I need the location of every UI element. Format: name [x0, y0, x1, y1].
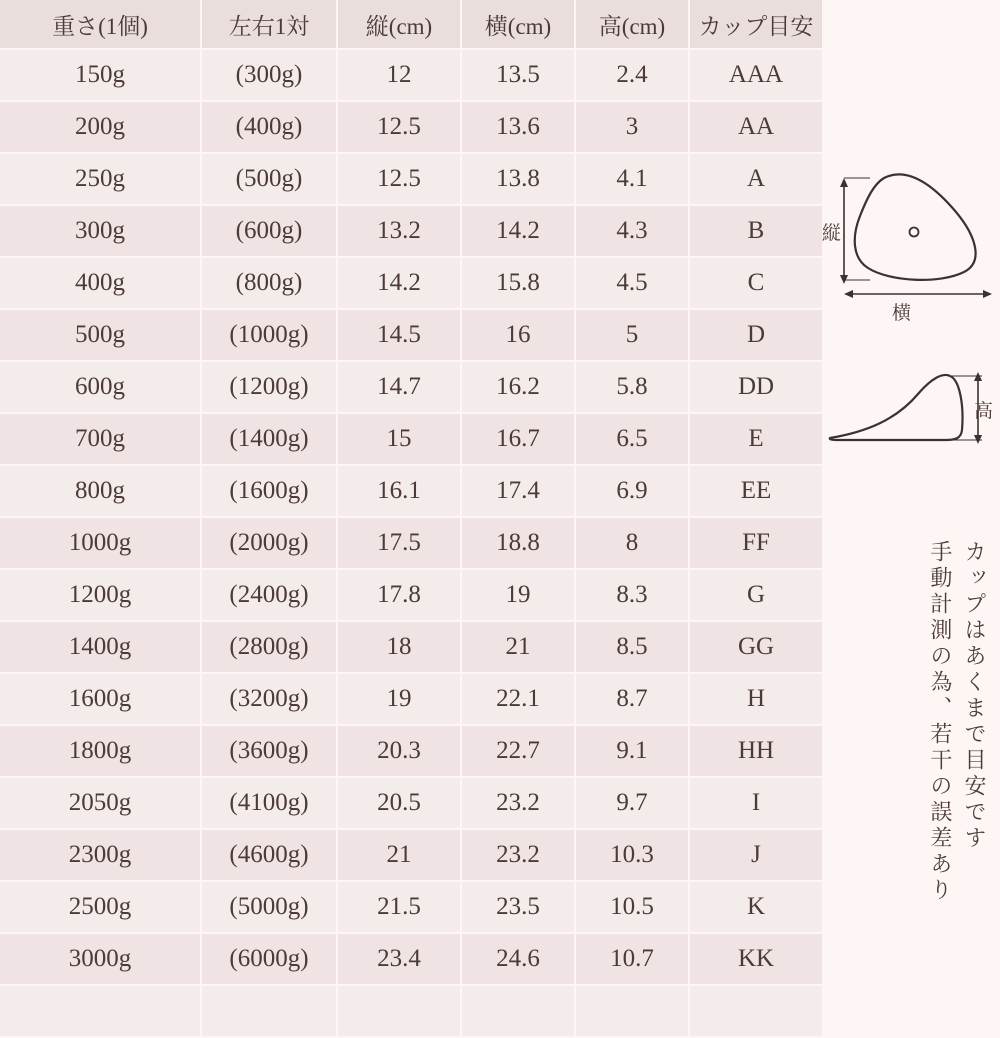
arrow-right-icon [983, 290, 992, 298]
cell-cup-size: C [689, 257, 823, 309]
cell-weight-single: 300g [0, 205, 201, 257]
cell-weight-pair: (400g) [201, 101, 337, 153]
cell-weight-single: 150g [0, 49, 201, 101]
cell-length: 12.5 [337, 153, 461, 205]
cell-weight-pair: (1600g) [201, 465, 337, 517]
cell-height: 8.5 [575, 621, 689, 673]
table-row [0, 985, 823, 1037]
cell-cup-size: DD [689, 361, 823, 413]
label-horizontal-dimension: 横 [892, 303, 912, 324]
arrow-up-icon [840, 178, 848, 187]
table-head [0, 0, 823, 49]
cell-weight-single: 600g [0, 361, 201, 413]
cell-width: 22.7 [461, 725, 575, 777]
cell-cup-size: GG [689, 621, 823, 673]
table-row [0, 361, 823, 413]
table-row [0, 621, 823, 673]
cell-width: 22.1 [461, 673, 575, 725]
table-row [0, 569, 823, 621]
cell-weight-single: 1200g [0, 569, 201, 621]
cell-height: 9.7 [575, 777, 689, 829]
column-header-height: 高(cm) [575, 0, 689, 49]
cell-cup-size: AA [689, 101, 823, 153]
cell-width: 19 [461, 569, 575, 621]
cell-weight-single: 700g [0, 413, 201, 465]
cell-width: 16.7 [461, 413, 575, 465]
cell-height: 4.3 [575, 205, 689, 257]
cell-weight-pair: (3200g) [201, 673, 337, 725]
cell-height: 10.5 [575, 881, 689, 933]
cell-width: 16.2 [461, 361, 575, 413]
label-vertical-dimension: 縦 [822, 223, 842, 244]
label-height-dimension: 高 [974, 401, 994, 422]
cell-length: 20.3 [337, 725, 461, 777]
cell-weight-pair: (1400g) [201, 413, 337, 465]
table-row [0, 101, 823, 153]
table-row [0, 413, 823, 465]
cell-weight-single: 2050g [0, 777, 201, 829]
cell-cup-size: HH [689, 725, 823, 777]
cell-cup-size [689, 985, 823, 1037]
cell-weight-single: 500g [0, 309, 201, 361]
table-row [0, 465, 823, 517]
table-row [0, 725, 823, 777]
table-row [0, 257, 823, 309]
cell-width: 24.6 [461, 933, 575, 985]
cell-height: 6.9 [575, 465, 689, 517]
cell-length: 14.2 [337, 257, 461, 309]
cell-weight-pair: (4600g) [201, 829, 337, 881]
table-row [0, 309, 823, 361]
cell-length: 12.5 [337, 101, 461, 153]
cell-width [461, 985, 575, 1037]
cell-height: 5.8 [575, 361, 689, 413]
cell-weight-single: 3000g [0, 933, 201, 985]
note-line-1: カップはあくまで目安です [962, 540, 987, 852]
table-body [0, 49, 823, 1037]
cell-length: 16.1 [337, 465, 461, 517]
cell-length: 21.5 [337, 881, 461, 933]
cell-cup-size: E [689, 413, 823, 465]
table-row [0, 153, 823, 205]
cell-weight-pair: (500g) [201, 153, 337, 205]
cell-weight-single: 200g [0, 101, 201, 153]
cell-length: 19 [337, 673, 461, 725]
note-line-2: 手動計測の為、若干の誤差あり [927, 540, 953, 904]
front-view-diagram [822, 160, 1000, 330]
cell-height: 4.1 [575, 153, 689, 205]
cell-weight-pair: (2400g) [201, 569, 337, 621]
cell-cup-size: G [689, 569, 823, 621]
cell-weight-pair: (4100g) [201, 777, 337, 829]
cell-weight-single: 2300g [0, 829, 201, 881]
cell-height: 8.3 [575, 569, 689, 621]
cell-height: 5 [575, 309, 689, 361]
cell-weight-single: 1600g [0, 673, 201, 725]
cell-weight-single: 2500g [0, 881, 201, 933]
cell-cup-size: I [689, 777, 823, 829]
cell-weight-pair: (800g) [201, 257, 337, 309]
cell-height: 4.5 [575, 257, 689, 309]
table-row [0, 881, 823, 933]
cell-length: 12 [337, 49, 461, 101]
nipple-marker-icon [910, 228, 919, 237]
cell-height: 6.5 [575, 413, 689, 465]
cell-weight-single [0, 985, 201, 1037]
column-header-weight-pair: 左右1対 [201, 0, 337, 49]
disclaimer-note [928, 540, 986, 970]
cell-weight-pair: (300g) [201, 49, 337, 101]
cell-weight-pair: (1200g) [201, 361, 337, 413]
cell-length: 17.5 [337, 517, 461, 569]
cell-width: 14.2 [461, 205, 575, 257]
cell-height: 9.1 [575, 725, 689, 777]
table-row [0, 205, 823, 257]
cell-weight-pair: (5000g) [201, 881, 337, 933]
cell-height: 10.3 [575, 829, 689, 881]
cell-length: 14.5 [337, 309, 461, 361]
cell-weight-single: 1800g [0, 725, 201, 777]
cell-length: 14.7 [337, 361, 461, 413]
cell-length: 23.4 [337, 933, 461, 985]
cell-width: 13.6 [461, 101, 575, 153]
table-row [0, 933, 823, 985]
cell-weight-single: 400g [0, 257, 201, 309]
column-header-length: 縦(cm) [337, 0, 461, 49]
cell-weight-pair: (6000g) [201, 933, 337, 985]
cell-height: 3 [575, 101, 689, 153]
cell-height: 8.7 [575, 673, 689, 725]
cell-length: 17.8 [337, 569, 461, 621]
cell-weight-pair: (600g) [201, 205, 337, 257]
cell-cup-size: FF [689, 517, 823, 569]
cell-length: 20.5 [337, 777, 461, 829]
cell-cup-size: A [689, 153, 823, 205]
cell-length: 15 [337, 413, 461, 465]
cell-cup-size: B [689, 205, 823, 257]
cell-height: 10.7 [575, 933, 689, 985]
side-view-diagram [826, 360, 1000, 470]
cell-weight-single: 800g [0, 465, 201, 517]
cell-width: 17.4 [461, 465, 575, 517]
cell-cup-size: K [689, 881, 823, 933]
table-row [0, 777, 823, 829]
cell-cup-size: D [689, 309, 823, 361]
cell-width: 15.8 [461, 257, 575, 309]
cell-height: 2.4 [575, 49, 689, 101]
cell-cup-size: AAA [689, 49, 823, 101]
table-row [0, 673, 823, 725]
table-header-row [0, 0, 823, 49]
cell-length: 13.2 [337, 205, 461, 257]
cell-width: 21 [461, 621, 575, 673]
cell-width: 13.5 [461, 49, 575, 101]
cell-width: 13.8 [461, 153, 575, 205]
cell-weight-single: 1400g [0, 621, 201, 673]
cell-weight-pair [201, 985, 337, 1037]
cell-cup-size: KK [689, 933, 823, 985]
cell-width: 18.8 [461, 517, 575, 569]
cell-weight-single: 250g [0, 153, 201, 205]
table-row [0, 49, 823, 101]
cell-height [575, 985, 689, 1037]
cell-width: 23.5 [461, 881, 575, 933]
column-header-weight-single: 重さ(1個) [0, 0, 201, 49]
cell-width: 23.2 [461, 829, 575, 881]
cell-weight-pair: (3600g) [201, 725, 337, 777]
table-row [0, 517, 823, 569]
cell-weight-pair: (2800g) [201, 621, 337, 673]
cell-weight-pair: (1000g) [201, 309, 337, 361]
cell-height: 8 [575, 517, 689, 569]
column-header-width: 横(cm) [461, 0, 575, 49]
cell-length [337, 985, 461, 1037]
table-row [0, 829, 823, 881]
cell-length: 21 [337, 829, 461, 881]
cell-cup-size: J [689, 829, 823, 881]
cell-width: 23.2 [461, 777, 575, 829]
cell-cup-size: EE [689, 465, 823, 517]
column-header-cup-size: カップ目安 [689, 0, 823, 49]
cell-weight-single: 1000g [0, 517, 201, 569]
breast-form-side-outline [830, 375, 963, 440]
cell-length: 18 [337, 621, 461, 673]
cell-width: 16 [461, 309, 575, 361]
arrow-left-icon [844, 290, 853, 298]
cell-weight-pair: (2000g) [201, 517, 337, 569]
cell-cup-size: H [689, 673, 823, 725]
